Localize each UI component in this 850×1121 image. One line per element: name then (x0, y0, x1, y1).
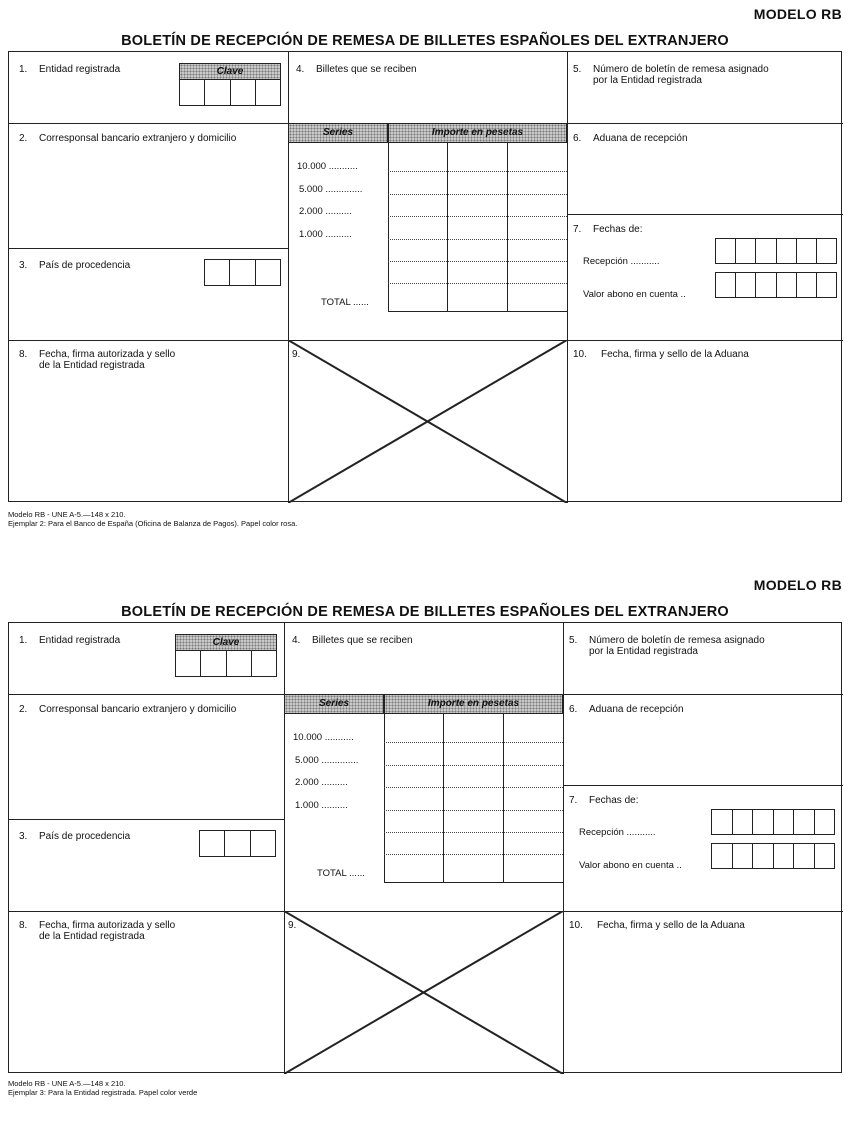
clave-boxes[interactable] (175, 650, 277, 677)
country-code-boxes[interactable] (204, 259, 281, 286)
field-5-label: 5. Número de boletín de remesa asignado por la Entidad registrada (573, 64, 769, 86)
field-10-label: 10. Fecha, firma y sello de la Aduana (569, 920, 745, 931)
valor-abono-date-boxes[interactable] (715, 272, 837, 298)
cross-out-mark (288, 340, 567, 503)
field-9-label: 9. (288, 920, 297, 931)
field-2-label: 2. Corresponsal bancario extranjero y domicilio (19, 133, 237, 144)
valor-abono-label: Valor abono en cuenta .. (583, 289, 686, 300)
total-row: TOTAL ...... (317, 868, 365, 879)
form-title: BOLETÍN DE RECEPCIÓN DE REMESA DE BILLETES ESPAÑOLES DEL EXTRANJERO (121, 33, 729, 49)
clave-header: Clave (179, 63, 281, 80)
field-4-label: 4. Billetes que se reciben (292, 635, 413, 646)
series-row: 10.000 ........... (293, 732, 354, 743)
clave-boxes[interactable] (179, 79, 281, 106)
recepcion-label: Recepción ........... (579, 827, 656, 838)
footer-note: Modelo RB - UNE A-5.—148 x 210. Ejemplar 2: Para el Banco de España (Oficina de Balanza de Pagos). Papel color rosa. (8, 510, 298, 528)
field-3-label: 3. País de procedencia (19, 260, 131, 271)
series-header: Series (288, 123, 388, 143)
modelo-label: MODELO RB (753, 6, 842, 22)
field-2-label: 2. Corresponsal bancario extranjero y domicilio (19, 704, 237, 715)
importe-header: Importe en pesetas (388, 123, 567, 143)
field-1-label: 1. Entidad registrada (19, 64, 121, 75)
field-5-label: 5. Número de boletín de remesa asignado por la Entidad registrada (569, 635, 765, 657)
recepcion-label: Recepción ........... (583, 256, 660, 267)
form-title: BOLETÍN DE RECEPCIÓN DE REMESA DE BILLETES ESPAÑOLES DEL EXTRANJERO (121, 604, 729, 620)
footer-note: Modelo RB - UNE A-5.—148 x 210. Ejemplar 3: Para la Entidad registrada. Papel color verde (8, 1079, 198, 1097)
field-3-label: 3. País de procedencia (19, 831, 131, 842)
valor-abono-label: Valor abono en cuenta .. (579, 860, 682, 871)
series-header: Series (284, 694, 384, 714)
field-6-label: 6. Aduana de recepción (573, 133, 688, 144)
field-4-label: 4. Billetes que se reciben (296, 64, 417, 75)
cross-out-mark (284, 911, 563, 1074)
field-1-label: 1. Entidad registrada (19, 635, 121, 646)
field-7-label: 7. Fechas de: (573, 224, 643, 235)
series-row: 2.000 .......... (295, 777, 348, 788)
field-6-label: 6. Aduana de recepción (569, 704, 684, 715)
modelo-label: MODELO RB (753, 577, 842, 593)
field-7-label: 7. Fechas de: (569, 795, 639, 806)
series-row: 5.000 .............. (299, 184, 363, 195)
series-row: 5.000 .............. (295, 755, 359, 766)
clave-header: Clave (175, 634, 277, 651)
field-9-label: 9. (292, 349, 301, 360)
form-grid (8, 622, 842, 1073)
series-row: 1.000 .......... (299, 229, 352, 240)
recepcion-date-boxes[interactable] (711, 809, 835, 835)
field-8-label: 8. Fecha, firma autorizada y sello de la Entidad registrada (19, 920, 176, 942)
series-row: 2.000 .......... (299, 206, 352, 217)
series-row: 1.000 .......... (295, 800, 348, 811)
field-8-label: 8. Fecha, firma autorizada y sello de la Entidad registrada (19, 349, 176, 371)
valor-abono-date-boxes[interactable] (711, 843, 835, 869)
form-copy-1 (0, 0, 850, 550)
form-copy-2 (0, 571, 850, 1121)
form-grid (8, 51, 842, 502)
country-code-boxes[interactable] (199, 830, 276, 857)
field-10-label: 10. Fecha, firma y sello de la Aduana (573, 349, 749, 360)
importe-header: Importe en pesetas (384, 694, 563, 714)
series-row: 10.000 ........... (297, 161, 358, 172)
total-row: TOTAL ...... (321, 297, 369, 308)
recepcion-date-boxes[interactable] (715, 238, 837, 264)
